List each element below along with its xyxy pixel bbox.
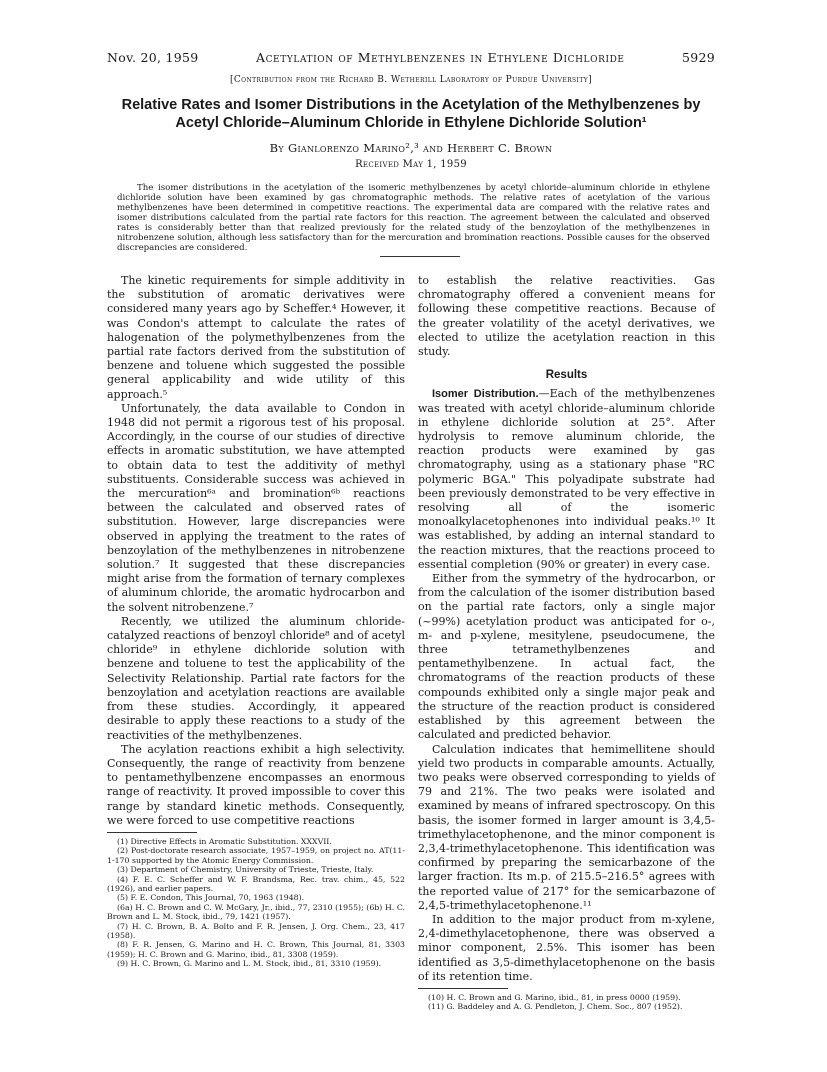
article-title: Relative Rates and Isomer Distributions in the Acetylation of the Methylbenzenes by Acetyl Chloride–Aluminum Chloride in Ethylene Dichloride Solution¹	[121, 97, 701, 131]
footnote: (2) Post-doctorate research associate, 1957–1959, on project no. AT(11-1-170 supported by the Atomic Energy Commission.	[107, 846, 405, 865]
section-divider	[380, 256, 460, 257]
footnotes-right	[418, 993, 715, 1012]
footnote-divider	[418, 988, 508, 989]
body-paragraph: to establish the relative reactivities. Gas chromatography offered a convenient means for following these competitive reactions. Because of the greater volatility of the acetyl derivatives, we elected to utilize the acetylation reaction in this study.	[418, 274, 715, 359]
abstract: The isomer distributions in the acetylation of the isomeric methylbenzenes by acetyl chloride–aluminum chloride in ethylene dichloride solution have been examined by gas chromatographic methods. The relative rates of acetylation of the various methylbenzenes have been determined in competitive reactions. The experimental data are compared with the relative rates and isomer distributions calculated from the partial rate factors for this reaction. The agreement between the calculated and observed rates is considerably better than that realized previously for the related study of the benzoylation of the methylbenzenes in nitrobenzene solution, although less satisfactory than for the mercuration and bromination reactions. Possible causes for the observed discrepancies are considered.	[117, 183, 710, 253]
footnote: (4) F. E. C. Scheffer and W. F. Brandsma, Rec. trav. chim., 45, 522 (1926), and earlier papers.	[107, 874, 405, 893]
body-paragraph: Either from the symmetry of the hydrocarbon, or from the calculation of the isomer distribution based on the partial rate factors, only a single major (~99%) acetylation product was anticipated for o-, m- and p-xylene, mesitylene, pseudocumene, the three tetramethylbenzenes and pentamethylbenzene. In actual fact, the chromatograms of the reaction products of these compounds exhibited only a single major peak and the structure of the reaction product is considered established by this agreement between the calculated and predicted behavior.	[418, 572, 715, 742]
page-number: 5929	[681, 50, 715, 65]
footnote: (6a) H. C. Brown and C. W. McGary, Jr., ibid., 77, 2310 (1955); (6b) H. C. Brown and L. M. Stock, ibid., 79, 1421 (1957).	[107, 902, 405, 922]
body-paragraph: Recently, we utilized the aluminum chloride-catalyzed reactions of benzoyl chloride⁸ and of acetyl chloride⁹ in ethylene dichloride solution with benzene and toluene to test the applicability of the Selectivity Relationship. Partial rate factors for the benzoylation and acetylation reactions are available from these studies. Accordingly, it appeared desirable to apply these reactions to a study of the reactivities of the methylbenzenes.	[107, 614, 405, 742]
left-column	[107, 274, 405, 969]
header-date: Nov. 20, 1959	[107, 50, 199, 65]
running-head	[107, 50, 715, 65]
footnote: (3) Department of Chemistry, University of Trieste, Trieste, Italy.	[117, 865, 374, 875]
footnote: (10) H. C. Brown and G. Marino, ibid., 81, in press 0000 (1959).	[428, 992, 681, 1002]
footnote: (9) H. C. Brown, G. Marino and L. M. Stock, ibid., 81, 3310 (1959).	[117, 959, 382, 969]
footnote: (8) F. R. Jensen, G. Marino and H. C. Brown, This Journal, 81, 3303 (1959); H. C. Brown and G. Marino, ibid., 81, 3308 (1959).	[107, 940, 405, 959]
body-paragraph: The acylation reactions exhibit a high selectivity. Consequently, the range of reactivity from benzene to pentamethylbenzene encompasses an enormous range of reactivity. It proved impossible to cover this range by standard kinetic methods. Consequently, we were forced to use competitive reactions	[107, 742, 405, 827]
running-title: Acetylation of Methylbenzenes in Ethylene Dichloride	[255, 50, 625, 65]
section-heading-results: Results	[545, 369, 588, 382]
body-text: —Each of the methylbenzenes was treated with acetyl chloride–aluminum chloride in ethylene dichloride solution at 25°. After hydrolysis to remove aluminum chloride, the reaction products were examined by gas chromatography, using as a stationary phase "RC polymeric BGA." This polyadipate substrate had been previously demonstrated to be very effective in resolving all of the isomeric monoalkylacetophenones into individual peaks.¹⁰ It was established, by adding an internal standard to the reaction mixtures, that the reactions proceed to essential completion (90% or greater) in every case.	[418, 387, 715, 571]
contribution-line: [Contribution from the Richard B. Wetherill Laboratory of Purdue University]	[229, 75, 592, 85]
body-paragraph: The kinetic requirements for simple additivity in the substitution of aromatic derivatives were considered many years ago by Scheffer.⁴ However, it was Condon's attempt to calculate the rates of halogenation of the polymethylbenzenes from the partial rate factors derived from the substitution of benzene and toluene which suggested the possible general applicability and wide utility of this approach.⁵	[107, 274, 405, 401]
footnote-divider	[107, 832, 197, 833]
body-paragraph: Calculation indicates that hemimellitene should yield two products in comparable amounts. Actually, two peaks were observed corresponding to yields of 79 and 21%. The two peaks were isolated and examined by means of infrared spectroscopy. On this basis, the isomer formed in larger amount is 3,4,5-trimethylacetophenone, and the minor component is 2,3,4-trimethylacetophenone. This identification was confirmed by preparing the semicarbazone of the larger fraction. Its m.p. of 215.5–216.5° agrees with the reported value of 217° for the semicarbazone of 2,4,5-trimethylacetophenone.¹¹	[418, 742, 715, 912]
body-paragraph	[418, 387, 715, 572]
received-date: Received May 1, 1959	[355, 159, 467, 170]
footnote: (11) G. Baddeley and A. G. Pendleton, J. Chem. Soc., 807 (1952).	[428, 1002, 683, 1012]
run-in-heading: Isomer Distribution.	[432, 388, 539, 401]
footnote: (5) F. E. Condon, This Journal, 70, 1963 (1948).	[117, 893, 305, 903]
footnote: (1) Directive Effects in Aromatic Substitution. XXXVII.	[117, 836, 332, 846]
footnote: (7) H. C. Brown, B. A. Bolto and F. R. Jensen, J. Org. Chem., 23, 417 (1958).	[107, 921, 405, 940]
body-paragraph: In addition to the major product from m-xylene, 2,4-dimethylacetophenone, there was observed a minor component, 2.5%. This isomer has been identified as 3,5-dimethylacetophenone on the basis of its retention time.	[418, 912, 715, 983]
footnotes-left	[107, 837, 405, 969]
right-column	[418, 274, 715, 1012]
author-line: By Gianlorenzo Marino²,³ and Herbert C. Brown	[269, 141, 553, 155]
body-paragraph: Unfortunately, the data available to Condon in 1948 did not permit a rigorous test of his proposal. Accordingly, in the course of our studies of directive effects in aromatic substitution, we have attempted to obtain data to test the additivity of methyl substituents. Considerable success was achieved in the mercuration⁶ᵃ and bromination⁶ᵇ reactions between the calculated and observed rates of substitution. However, large discrepancies were observed in applying the treatment to the rates of benzoylation of the methylbenzenes in nitrobenzene solution.⁷ It suggested that these discrepancies might arise from the formation of ternary complexes of aluminum chloride, the aromatic hydrocarbon and the solvent nitrobenzene.⁷	[107, 401, 405, 614]
